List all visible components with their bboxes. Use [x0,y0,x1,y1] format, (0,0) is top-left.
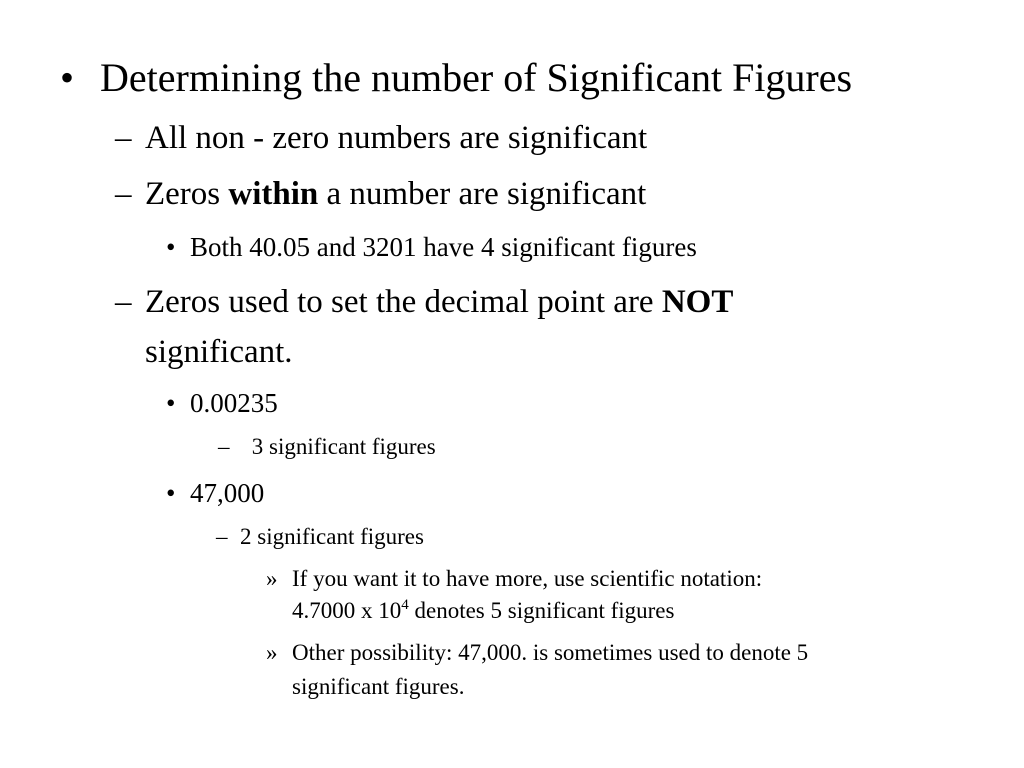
rule-decimal-line2-text: significant. [145,334,293,370]
rule-within-example-text: Both 40.05 and 3201 have 4 significant figures [190,232,697,262]
tip-trailing-line1: Other possibility: 47,000. is sometimes used to denote 5 [292,640,809,665]
rule-within [115,170,646,218]
example-whole-number-note [216,522,424,552]
tip-exponent: 4 [401,597,409,613]
example-whole-number-note-text: 2 significant figures [240,524,424,549]
rule-within-post: a number are significant [318,176,647,212]
bullet-icon: • [166,232,176,262]
rule-within-bold: within [228,176,319,212]
bullet-icon: • [60,55,75,100]
rule-within-pre: Zeros [145,176,229,212]
tip-rest: denotes 5 significant figures [408,598,675,623]
example-small-decimal-note [218,432,436,462]
dash-icon: – [115,176,132,212]
dash-icon: – [218,434,230,459]
example-small-decimal-note-text: 3 significant figures [246,434,436,459]
raquo-icon: » [266,566,278,591]
example-whole-number-value: 47,000 [190,478,265,508]
tip-mantissa: 4.7000 x 10 [292,598,402,623]
rule-nonzero-text: All non - zero numbers are significant [145,120,648,156]
heading-text: Determining the number of Significant Figures [100,55,853,100]
tip-scientific-line2 [292,594,674,628]
example-small-decimal-value: 0.00235 [190,388,278,418]
tip-scientific-notation [266,562,762,596]
tip-trailing-line2: significant figures. [292,674,465,699]
dash-icon: – [216,524,228,549]
tip-scientific-line1: If you want it to have more, use scientific notation: [292,566,763,591]
dash-icon: – [115,284,132,320]
bullet-icon: • [166,388,176,418]
rule-decimal-pre: Zeros used to set the decimal point are [145,284,662,320]
rule-decimal-text [145,278,733,326]
dash-icon: – [115,120,132,156]
rule-within-example [166,230,697,264]
tip-trailing-decimal-line2 [292,670,464,704]
rule-within-text [145,170,646,218]
tip-scientific-notation-line2 [292,594,674,628]
rule-decimal [115,278,733,326]
rule-decimal-bold: NOT [661,284,734,320]
tip-trailing-decimal [266,636,808,670]
example-small-decimal [166,386,278,420]
example-whole-number [166,476,264,510]
rule-decimal-line2 [145,328,293,376]
rule-nonzero [115,114,647,162]
raquo-icon: » [266,640,278,665]
bullet-heading [60,54,852,102]
bullet-icon: • [166,478,176,508]
